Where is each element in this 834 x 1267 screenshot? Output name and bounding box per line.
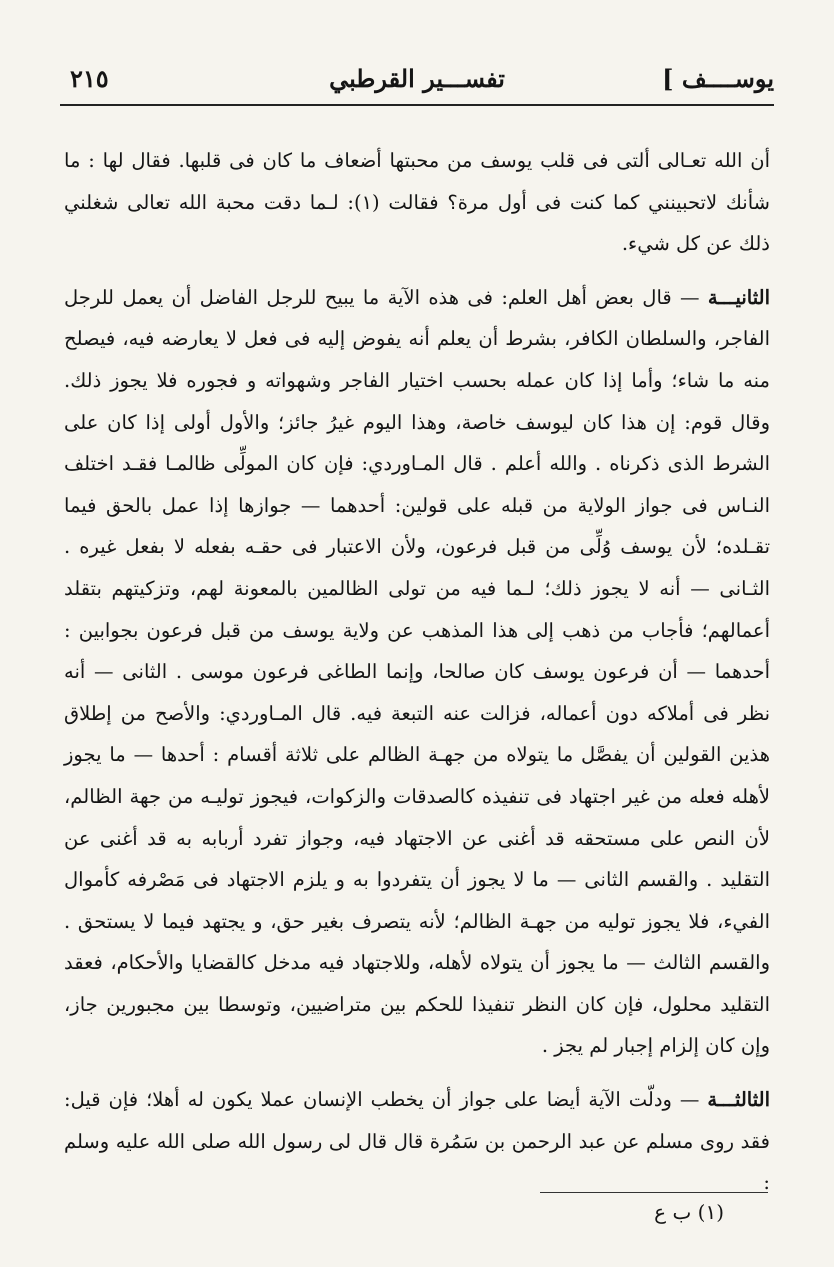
paragraph-intro	[64, 140, 770, 265]
paragraph-text: أن الله تعـالى ألتى فى قلب يوسف من محبتها أضعاف ما كان فى قلبها. فقال لها : ما شأنك لاتحبينني كما كنت فى أول مرة؟ فقالت (١): لـما دقت محبة الله تعالى شغلني ذلك عن كل شيء.	[64, 149, 770, 256]
footnote-rule	[540, 1192, 768, 1193]
header-rule	[60, 104, 774, 106]
page-number: ٢١٥	[70, 64, 109, 93]
paragraph-text: — ودلّت الآية أيضا على جواز أن يخطب الإنسان عملا يكون له أهلا؛ فإن قيل: فقد روى مسلم عن عبد الرحمن بن سَمُرة قال قال لى رسول الله صلى الله عليه وسلم :	[64, 1088, 770, 1195]
footnote: (١) ب ع	[654, 1200, 724, 1224]
paragraph-text: — قال بعض أهل العلم: فى هذه الآية ما يبيح للرجل الفاضل أن يعمل للرجل الفاجر، والسلطان الكافر، بشرط أن يعلم أنه يفوض إليه فى فعل لا يعارضه فيه، فيصلح منه ما شاء؛ وأما إذا كان عمله بحسب اختيار الفاجر وشهواته و فجوره فلا يجوز ذلك. وقال قوم: إن هذا كان ليوسف خاصة، وهذا اليوم غيرُ جائز؛ والأول أولى إذا كان على الشرط الذى ذكرناه . والله أعلم . قال المـاوردي: فإن كان المولِّى ظالمـا فقـد اختلف النـاس فى جواز الولاية من قبله على قولين: أحدهما — جوازها إذا عمل بالحق فيما تقـلده؛ لأن يوسف وُلِّى من قبل فرعون، ولأن الاعتبار فى حقـه بفعله لا بفعل غيره . الثـانى — أنه لا يجوز ذلك؛ لـما فيه من تولى الظالمين بالمعونة لهم، وتزكيتهم بتقلد أعمالهم؛ فأجاب من ذهب إلى هذا المذهب عن ولاية يوسف من قبل فرعون بجوابين : أحدهما — أن فرعون يوسف كان صالحا، وإنما الطاغى فرعون موسى . الثانى — أنه نظر فى أملاكه دون أعماله، فزالت عنه التبعة فيه. قال المـاوردي: والأصح من إطلاق هذين القولين أن يفصَّل ما يتولاه من جهـة الظالم على ثلاثة أقسام : أحدها — ما يجوز لأهله فعله من غير اجتهاد فى تنفيذه كالصدقات والزكوات، فيجوز توليـه من جهة الظالم، لأن النص على مستحقه قد أغنى عن الاجتهاد فيه، وجواز تفرد أربابه به قد أغنى عن التقليد . والقسم الثانى — ما لا يجوز أن يتفردوا به و يلزم الاجتهاد فى مَصْرفه كأموال الفيء، فلا يجوز توليه من جهـة الظالم؛ لأنه يتصرف بغير حق، و يجتهد فيما لا يستحق . والقسم الثالث — ما يجوز أن يتولاه لأهله، وللاجتهاد فيه مدخل كالقضايا والأحكام، فعقد التقليد محلول، فإن كان النظر تنفيذا للحكم بين متراضيين، وتوسطا بين مجبورين جاز، وإن كان إلزام إجبار لم يجز .	[64, 285, 770, 1058]
book-title: تفســـير القرطبي	[329, 64, 505, 93]
main-text	[64, 140, 770, 1204]
paragraph-heading: الثالثـــة	[707, 1088, 770, 1112]
surah-name: يوســــف ]	[662, 64, 774, 93]
paragraph-third-issue	[64, 1079, 770, 1204]
running-header	[60, 60, 774, 102]
paragraph-heading: الثانيـــة	[707, 285, 770, 309]
paragraph-second-issue	[64, 277, 770, 1067]
